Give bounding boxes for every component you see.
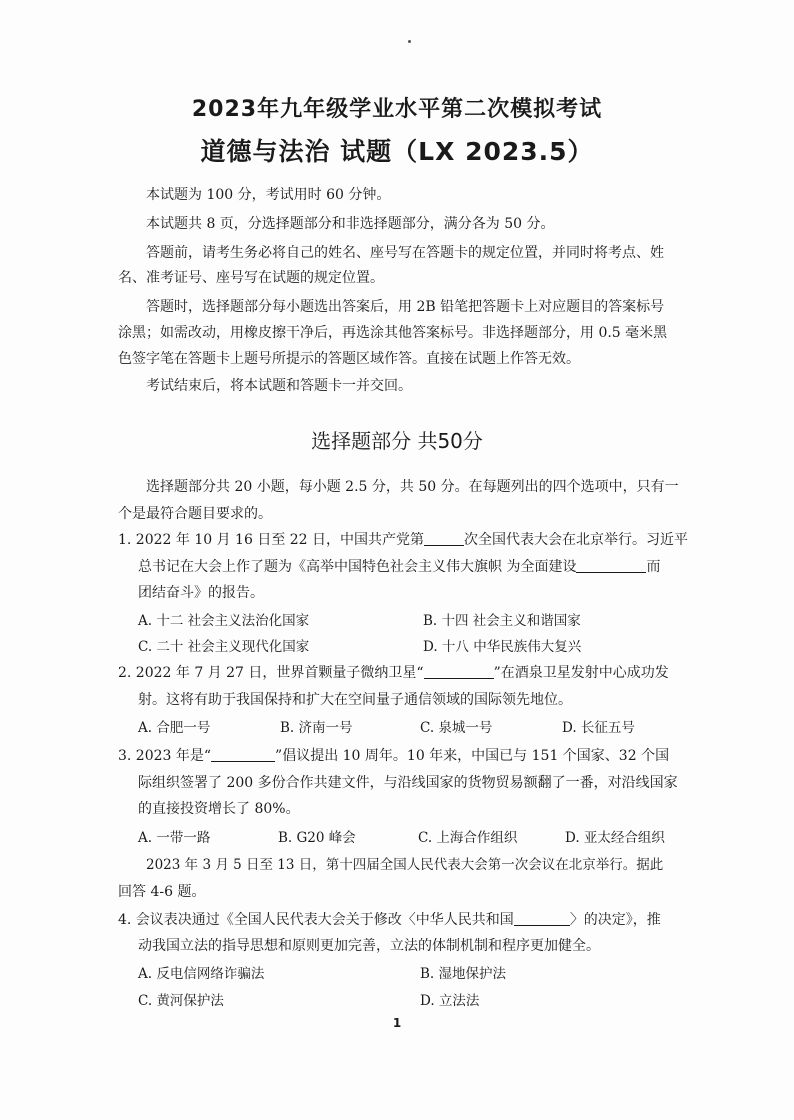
question-2-line: 2. 2022 年 7 月 27 日，世界首颗量子微纳卫星“ ”在酒泉卫星发射中心成功发 bbox=[118, 665, 669, 681]
question-1-line: 团结奋斗》的报告。 bbox=[138, 585, 264, 601]
answer-blank bbox=[424, 664, 494, 679]
option-c: C. 上海合作组织 bbox=[418, 830, 518, 846]
option-a: A. 十二 社会主义法治化国家 bbox=[138, 613, 310, 629]
option-b: B. G20 峰会 bbox=[278, 830, 356, 846]
question-2-line: 射。这将有助于我国保持和扩大在空间量子通信领域的国际领先地位。 bbox=[138, 692, 572, 708]
page-number: 1 bbox=[392, 1016, 402, 1030]
option-d: D. 十八 中华民族伟大复兴 bbox=[423, 639, 582, 655]
question-3-line: 的直接投资增长了 80%。 bbox=[138, 801, 300, 817]
option-b: B. 十四 社会主义和谐国家 bbox=[423, 613, 581, 629]
option-a: A. 一带一路 bbox=[138, 830, 211, 846]
option-d: D. 立法法 bbox=[420, 993, 480, 1009]
exam-subtitle: 道德与法治 试题（LX 2023.5） bbox=[200, 137, 594, 166]
question-3-line: 际组织签署了 200 多份合作共建文件，与沿线国家的货物贸易额翻了一番，对沿线国家 bbox=[138, 775, 678, 791]
question-1-line: 总书记在大会上作了题为《高举中国特色社会主义伟大旗帜 为全面建设 而 bbox=[138, 559, 661, 575]
answer-blank bbox=[211, 747, 275, 762]
question-1-line: 1. 2022 年 10 月 16 日至 22 日，中国共产党第 次全国代表大会在北京举行。习近平 bbox=[118, 532, 689, 548]
instruction-line: 本试题为 100 分，考试用时 60 分钟。 bbox=[146, 187, 391, 203]
answer-blank bbox=[576, 558, 646, 573]
option-d: D. 亚太经合组织 bbox=[565, 830, 665, 846]
instruction-line: 考试结束后，将本试题和答题卡一并交回。 bbox=[146, 378, 412, 394]
exam-title: 2023年九年级学业水平第二次模拟考试 bbox=[191, 97, 603, 122]
instruction-line: 答题时，选择题部分每小题选出答案后，用 2B 铅笔把答题卡上对应题目的答案标号 bbox=[146, 299, 665, 315]
instruction-line: 涂黑；如需改动，用橡皮擦干净后，再选涂其他答案标号。非选择题部分，用 0.5 毫米黑 bbox=[118, 325, 668, 341]
instruction-line: 色签字笔在答题卡上题号所提示的答题区域作答。直接在试题上作答无效。 bbox=[118, 351, 580, 367]
answer-blank bbox=[514, 911, 570, 926]
instruction-line: 名、准考证号、座号写在试题的规定位置。 bbox=[118, 270, 384, 286]
option-d: D. 长征五号 bbox=[562, 720, 635, 736]
section-intro: 选择题部分共 20 小题，每小题 2.5 分，共 50 分。在每题列出的四个选项中，只有一 bbox=[146, 479, 679, 495]
scan-speck bbox=[408, 40, 411, 43]
option-c: C. 二十 社会主义现代化国家 bbox=[138, 639, 310, 655]
option-b: B. 湿地保护法 bbox=[420, 966, 507, 982]
option-c: C. 黄河保护法 bbox=[138, 993, 224, 1009]
question-4-line: 动我国立法的指导思想和原则更加完善，立法的体制机制和程序更加健全。 bbox=[138, 938, 600, 954]
question-4-line: 4. 会议表决通过《全国人民代表大会关于修改〈中华人民共和国 〉的决定》，推 bbox=[118, 912, 661, 928]
section-title: 选择题部分 共50分 bbox=[311, 429, 483, 453]
option-c: C. 泉城一号 bbox=[420, 720, 493, 736]
question-3-line: 3. 2023 年是“ ”倡议提出 10 周年。10 年来，中国已与 151 个国家、32 个国 bbox=[118, 748, 670, 764]
passage-line: 2023 年 3 月 5 日至 13 日，第十四届全国人民代表大会第一次会议在北京举行。据此 bbox=[146, 857, 664, 873]
section-intro: 个是最符合题目要求的。 bbox=[118, 506, 272, 522]
passage-line: 回答 4-6 题。 bbox=[118, 884, 206, 900]
answer-blank bbox=[424, 531, 464, 546]
option-b: B. 济南一号 bbox=[280, 720, 353, 736]
option-a: A. 反电信网络诈骗法 bbox=[138, 966, 265, 982]
instruction-line: 本试题共 8 页，分选择题部分和非选择题部分，满分各为 50 分。 bbox=[146, 216, 555, 232]
instruction-line: 答题前，请考生务必将自己的姓名、座号写在答题卡的规定位置，并同时将考点、姓 bbox=[146, 245, 664, 261]
option-a: A. 合肥一号 bbox=[138, 720, 211, 736]
